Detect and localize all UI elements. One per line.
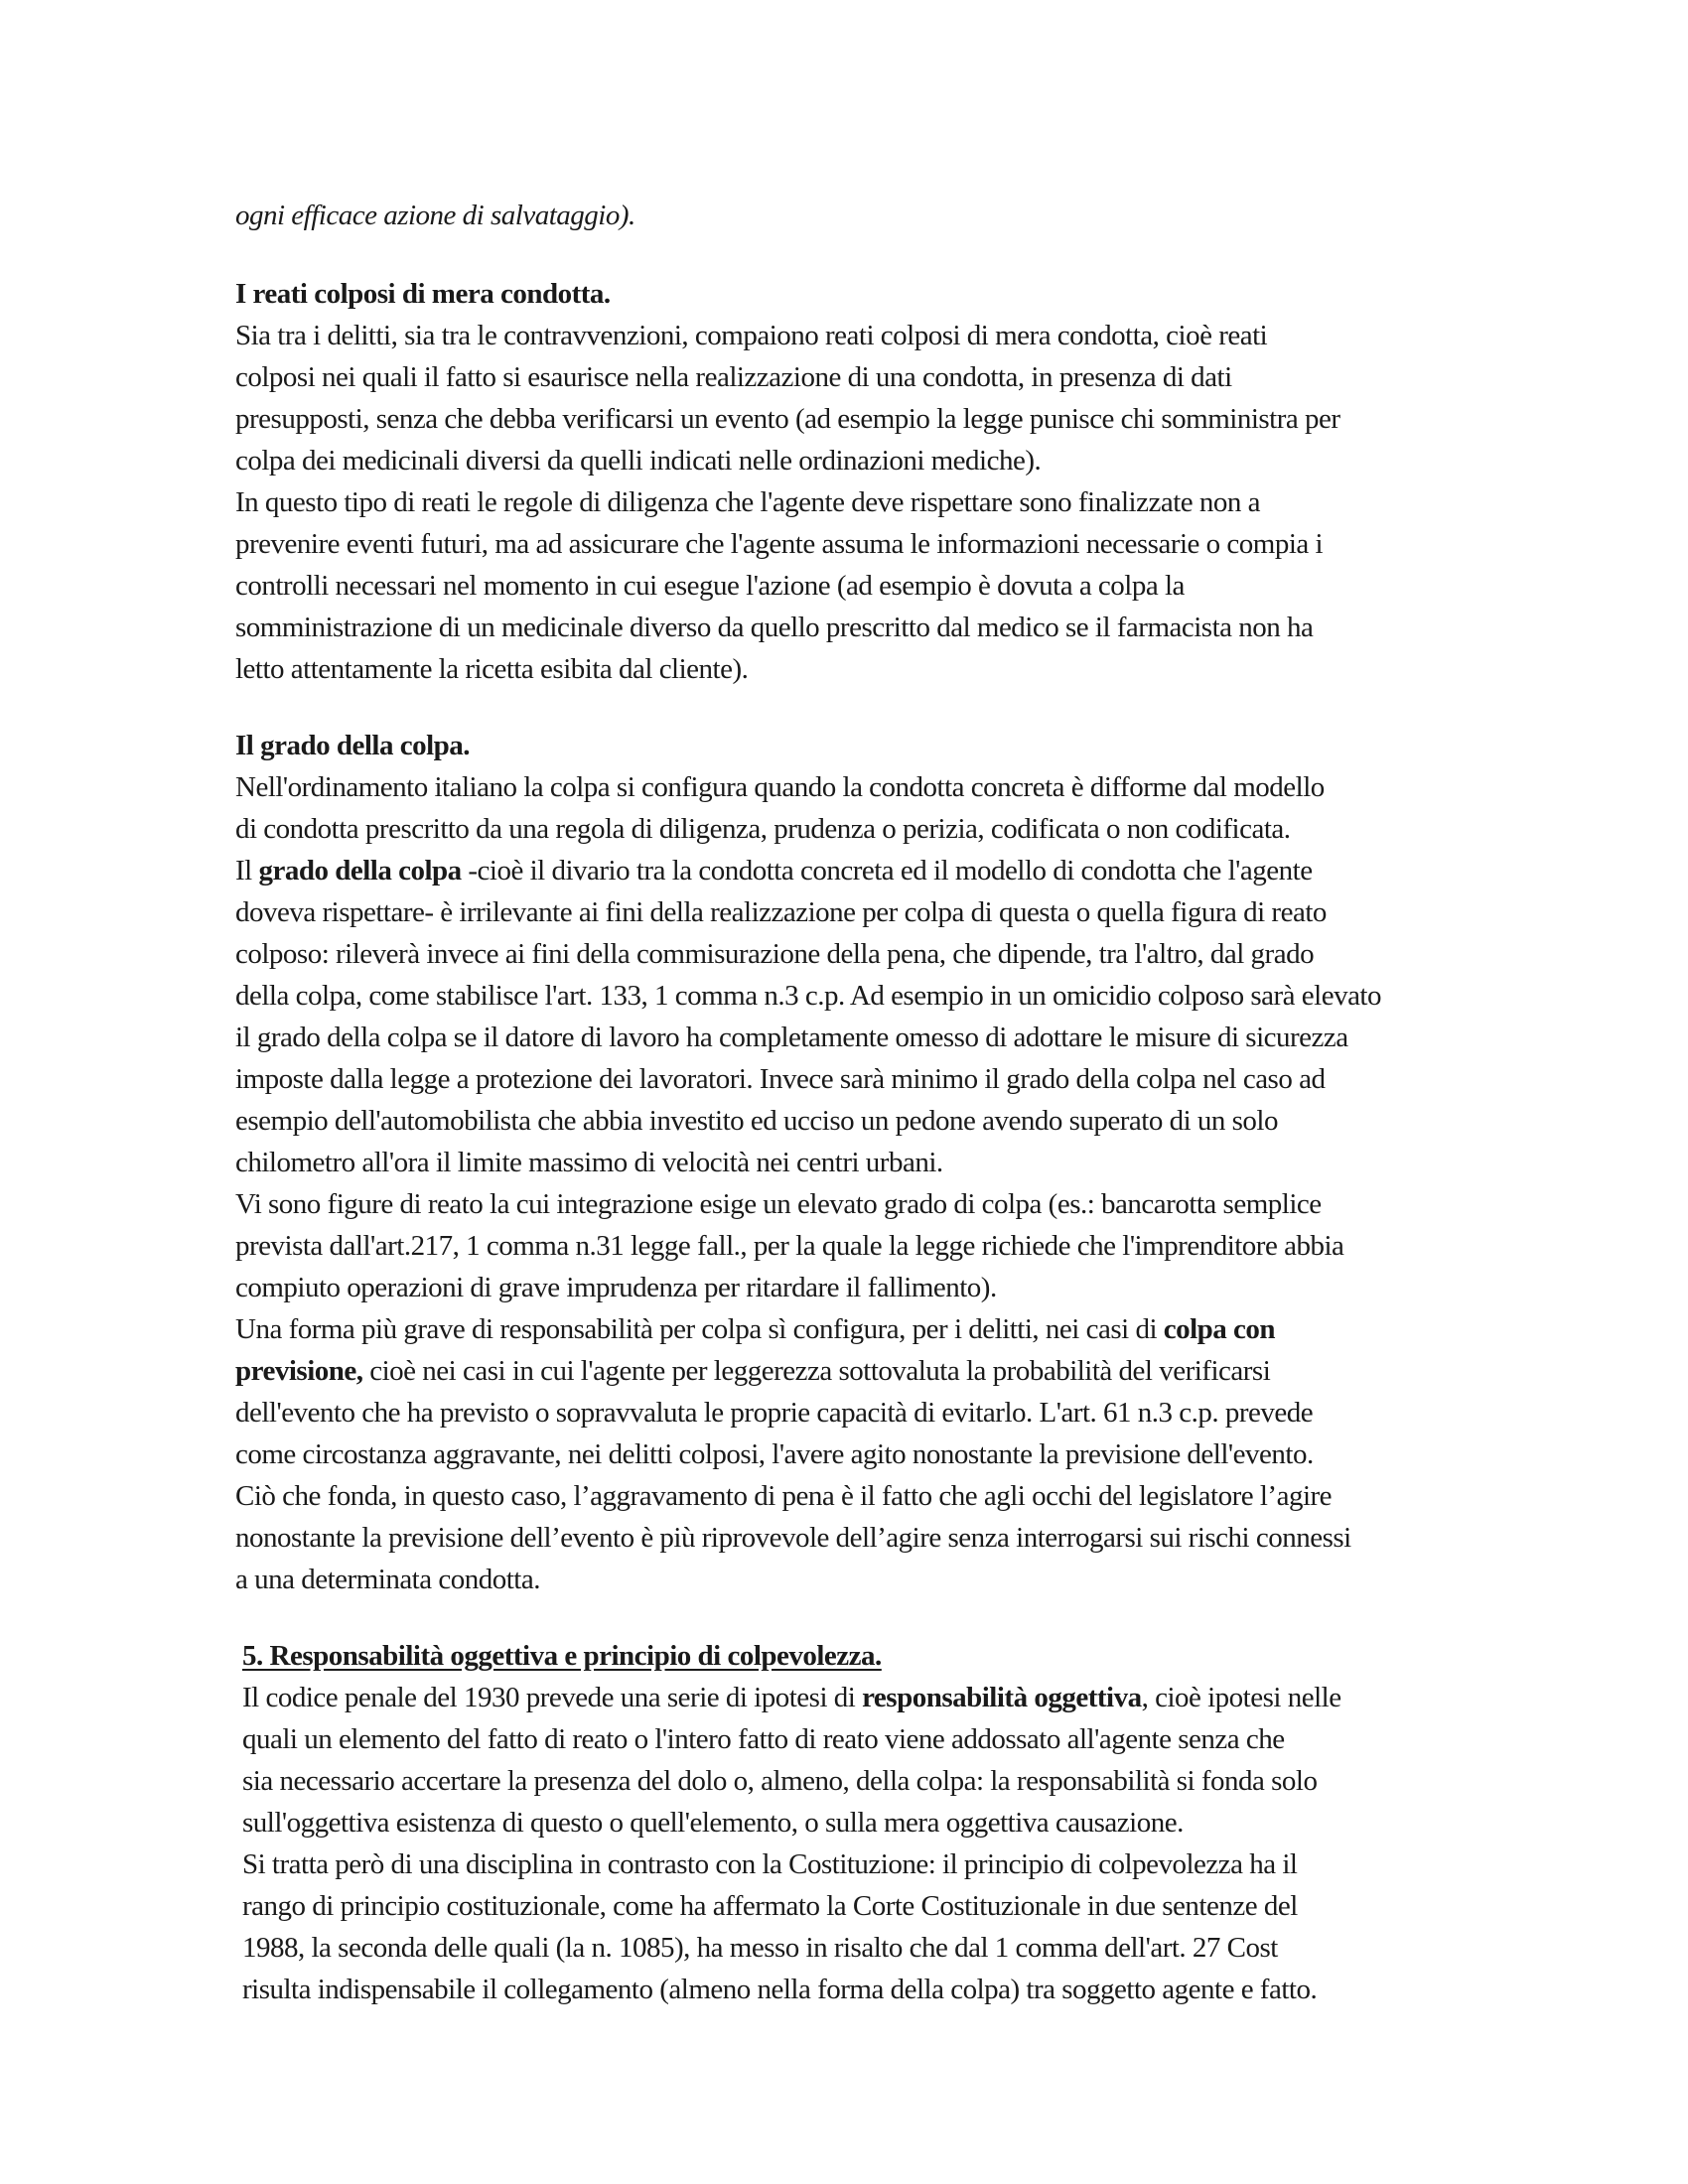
section-heading: 5. Responsabilità oggettiva e principio di colpevolezza. [242,1640,882,1672]
paragraph-line: Nell'ordinamento italiano la colpa si configura quando la condotta concreta è difforme dal modello [235,771,1325,803]
section-heading: I reati colposi di mera condotta. [235,278,611,310]
paragraph-line: Ciò che fonda, in questo caso, l’aggravamento di pena è il fatto che agli occhi del legislatore l’agire [235,1480,1333,1512]
paragraph-line: rango di principio costituzionale, come ha affermato la Corte Costituzionale in due sentenze del [242,1890,1298,1922]
section-responsabilita-oggettiva [242,1635,1474,2010]
text-run: Una forma più grave di responsabilità per colpa sì configura, per i delitti, nei casi di [235,1313,1164,1345]
paragraph-line: prevista dall'art.217, 1 comma n.31 legge fall., per la quale la legge richiede che l'imprenditore abbia [235,1230,1344,1262]
paragraph-line: Vi sono figure di reato la cui integrazione esige un elevato grado di colpa (es.: bancarotta semplice [235,1188,1322,1220]
paragraph-line: chilometro all'ora il limite massimo di velocità nei centri urbani. [235,1147,943,1178]
paragraph-line: prevenire eventi futuri, ma ad assicurare che l'agente assuma le informazioni necessarie o compia i [235,528,1324,560]
bold-term: previsione, [235,1355,363,1387]
text-run: -cioè il divario tra la condotta concreta ed il modello di condotta che l'agente [461,855,1313,887]
text-run: cioè nei casi in cui l'agente per leggerezza sottovaluta la probabilità del verificarsi [362,1355,1271,1387]
paragraph-line: imposte dalla legge a protezione dei lavoratori. Invece sarà minimo il grado della colpa nel caso ad [235,1063,1326,1095]
paragraph-line: letto attentamente la ricetta esibita dal cliente). [235,653,749,685]
paragraph-line: somministrazione di un medicinale diverso da quello prescritto dal medico se il farmacista non ha [235,612,1314,643]
paragraph-line [235,1350,1467,1392]
paragraph-line: In questo tipo di reati le regole di diligenza che l'agente deve rispettare sono finalizzate non a [235,486,1261,518]
paragraph-line: controlli necessari nel momento in cui esegue l'azione (ad esempio è dovuta a colpa la [235,570,1185,602]
paragraph-line: Sia tra i delitti, sia tra le contravvenzioni, compaiono reati colposi di mera condotta, cioè reati [235,320,1268,351]
section-reati-colposi [235,273,1467,690]
paragraph-line: colposi nei quali il fatto si esaurisce nella realizzazione di una condotta, in presenza di dati [235,361,1232,393]
text-run: Il [235,855,259,887]
paragraph-line: sull'oggettiva esistenza di questo o quell'elemento, o sulla mera oggettiva causazione. [242,1807,1184,1839]
paragraph-line: doveva rispettare- è irrilevante ai fini della realizzazione per colpa di questa o quella figura di reato [235,896,1327,928]
paragraph-line: colposo: rileverà invece ai fini della commisurazione della pena, che dipende, tra l'altro, dal grado [235,938,1315,970]
paragraph-line: della colpa, come stabilisce l'art. 133, 1 comma n.3 c.p. Ad esempio in un omicidio colposo sarà elevato [235,980,1381,1012]
paragraph-line: presupposti, senza che debba verificarsi un evento (ad esempio la legge punisce chi somministra per [235,403,1340,435]
paragraph-line: 1988, la seconda delle quali (la n. 1085), ha messo in risalto che dal 1 comma dell'art. 27 Cost [242,1932,1278,1964]
paragraph-line: Si tratta però di una disciplina in contrasto con la Costituzione: il principio di colpevolezza ha il [242,1848,1298,1880]
section-heading: Il grado della colpa. [235,730,471,761]
paragraph-line: compiuto operazioni di grave imprudenza per ritardare il fallimento). [235,1272,997,1303]
text-run: , cioè ipotesi nelle [1141,1682,1341,1713]
bold-term: responsabilità oggettiva [862,1682,1142,1713]
paragraph-line: di condotta prescritto da una regola di diligenza, prudenza o perizia, codificata o non codificata. [235,813,1291,845]
intro-block [235,195,1467,236]
paragraph-line [242,1677,1474,1718]
paragraph-line: il grado della colpa se il datore di lavoro ha completamente omesso di adottare le misure di sicurezza [235,1022,1348,1053]
paragraph-line: sia necessario accertare la presenza del dolo o, almeno, della colpa: la responsabilità si fonda solo [242,1765,1318,1797]
paragraph-line [235,1308,1467,1350]
paragraph-line: esempio dell'automobilista che abbia investito ed ucciso un pedone avendo superato di un solo [235,1105,1278,1137]
paragraph-line: come circostanza aggravante, nei delitti colposi, l'avere agito nonostante la previsione dell'evento. [235,1438,1314,1470]
bold-term: grado della colpa [258,855,462,887]
paragraph-line: a una determinata condotta. [235,1564,540,1595]
paragraph-line: dell'evento che ha previsto o sopravvaluta le proprie capacità di evitarlo. L'art. 61 n.3 c.p. prevede [235,1397,1314,1429]
intro-line: ogni efficace azione di salvataggio). [235,200,635,231]
paragraph-line: risulta indispensabile il collegamento (almeno nella forma della colpa) tra soggetto agente e fatto. [242,1974,1318,2005]
paragraph-line: quali un elemento del fatto di reato o l'intero fatto di reato viene addossato all'agente senza che [242,1723,1285,1755]
bold-term: colpa con [1163,1313,1276,1345]
paragraph-line: nonostante la previsione dell’evento è più riprovevole dell’agire senza interrogarsi sui rischi connessi [235,1522,1351,1554]
paragraph-line [235,850,1467,891]
text-run: Il codice penale del 1930 prevede una serie di ipotesi di [242,1682,863,1713]
section-grado-colpa [235,725,1467,1600]
paragraph-line: colpa dei medicinali diversi da quelli indicati nelle ordinazioni mediche). [235,445,1042,477]
